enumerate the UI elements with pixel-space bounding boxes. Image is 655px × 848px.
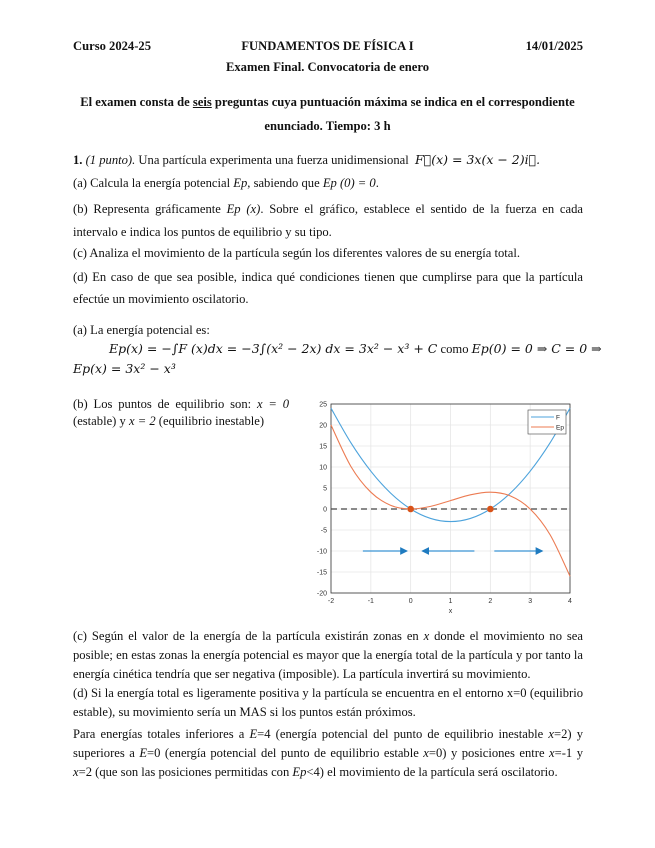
text: (equilibrio inestable)	[155, 414, 265, 428]
y-tick-label: -20	[316, 590, 327, 598]
answer-a-label: (a) La energía potencial es:	[73, 323, 210, 337]
legend-label-f: F	[556, 414, 560, 422]
question-text: Una partícula experimenta una fuerza unidimensional	[135, 153, 412, 167]
constant-equation: Ep(0) = 0 ⇒ C = 0 ⇒	[471, 341, 602, 356]
legend-label-ep: Ep	[556, 424, 564, 432]
equilibrium-point	[487, 506, 494, 513]
exam-instructions	[60, 95, 595, 110]
question-part-d: (d) En caso de que sea posible, indica qué condiciones tienen que cumplirse para que la partícula efectúe un movimiento oscilatorio.	[73, 270, 583, 306]
y-tick-label: -10	[316, 548, 327, 556]
text: =2) y superiores a	[73, 727, 583, 760]
math-ep-x: Ep (x)	[226, 202, 261, 216]
question-part-a	[73, 176, 583, 191]
text: (b) Representa gráficamente	[73, 202, 227, 216]
math-ep: Ep	[233, 176, 248, 190]
y-tick-label: -15	[316, 569, 327, 577]
exam-time: enunciado. Tiempo: 3 h	[264, 119, 391, 133]
instructions-text: preguntas cuya puntuación máxima se indica en el correspondiente	[211, 95, 575, 109]
x-tick-label: 0	[408, 598, 413, 605]
x-tick-label: 1	[448, 598, 453, 605]
math: x	[548, 727, 554, 741]
x-tick-label: 3	[528, 598, 533, 605]
x-tick-label: -2	[327, 598, 335, 605]
answer-d-text: (d) Si la energía total es ligeramente positiva y la partícula se encuentra en el entorno x=0 (equilibrio estable), su movimiento sería un MAS si los puntos están próximos.	[73, 686, 583, 719]
y-tick-label: 20	[319, 422, 327, 430]
text: (estable) y	[73, 414, 129, 428]
math: x = 0	[256, 397, 290, 411]
instructions-text: El examen consta de	[80, 95, 193, 109]
question-part-c: (c) Analiza el movimiento de la partícula según los diferentes valores de su energía total.	[73, 246, 521, 260]
question-points: (1 punto).	[82, 153, 136, 167]
x-tick-label: -1	[367, 598, 374, 605]
math: x	[423, 629, 430, 643]
text: =-1 y	[554, 746, 583, 760]
math: E	[249, 727, 258, 741]
math: x = 2	[128, 414, 156, 428]
text: =4 (energía potencial del punto de equilibrio inestable	[257, 727, 549, 741]
text: .	[375, 176, 379, 190]
x-tick-label: 2	[488, 598, 493, 605]
x-tick-label: 4	[568, 598, 572, 605]
answer-a-equation	[109, 341, 602, 357]
answer-b-text	[73, 396, 289, 430]
exam-date: 14/01/2025	[525, 39, 583, 53]
y-tick-label: 15	[319, 443, 327, 451]
text: (c) Según el valor de la energía de la partícula existirán zonas en	[73, 629, 424, 643]
text: (b) Los puntos de equilibrio son:	[73, 397, 257, 411]
question-statement	[73, 152, 583, 168]
course-label: Curso 2024-25	[73, 39, 152, 53]
integral-equation: Ep(x) = −∫F (x)dx = −3∫(x² − 2x) dx = 3x² − x³ + C	[109, 341, 438, 356]
y-tick-label: -5	[320, 527, 327, 535]
instructions-underlined: seis	[192, 95, 212, 109]
answer-c-text	[73, 627, 583, 684]
math: x	[423, 746, 429, 760]
text: como	[437, 342, 472, 356]
text: <4) el movimiento de la partícula será oscilatorio.	[306, 765, 558, 779]
y-tick-label: 0	[323, 506, 327, 514]
text: (a) Calcula la energía potencial	[73, 176, 234, 190]
text: . Sobre el gráfico, establece el sentido de la fuerza en cada intervalo e indica los puntos de equilibrio y su tipo.	[73, 202, 583, 239]
x-axis-label: x	[448, 608, 453, 615]
text: =0) y posiciones entre	[428, 746, 550, 760]
potential-force-chart	[300, 390, 590, 622]
math-condition: Ep (0) = 0	[322, 176, 376, 190]
equilibrium-point	[407, 506, 414, 513]
subject-title: FUNDAMENTOS DE FÍSICA I	[241, 39, 414, 53]
exam-subtitle: Examen Final. Convocatoria de enero	[225, 60, 429, 74]
math: E	[139, 746, 148, 760]
text: Para energías totales inferiores a	[73, 727, 250, 741]
text: donde el movimiento no sea posible; en estas zonas la energía potencial es mayor que la energía total de la partícula y por tanto la energía cinética tendría que ser negativa (imposible). La partícula invertirá su movimiento.	[73, 629, 583, 681]
text: =2 (que son las posiciones permitidas con	[78, 765, 293, 779]
math: x	[549, 746, 555, 760]
potential-energy-result: Ep(x) = 3x² − x³	[73, 361, 176, 376]
math: Ep	[292, 765, 307, 779]
math: x	[73, 765, 79, 779]
answer-oscillation-text	[73, 725, 583, 782]
y-tick-label: 10	[319, 464, 327, 472]
y-tick-label: 5	[323, 485, 327, 493]
text: , sabiendo que	[247, 176, 323, 190]
force-formula: F⃗(x) = 3x(x − 2)i⃗.	[415, 152, 541, 167]
text: =0 (energía potencial del punto de equilibrio estable	[147, 746, 424, 760]
y-tick-label: 25	[319, 401, 327, 409]
question-part-b	[73, 198, 583, 244]
question-number: 1.	[73, 153, 83, 167]
